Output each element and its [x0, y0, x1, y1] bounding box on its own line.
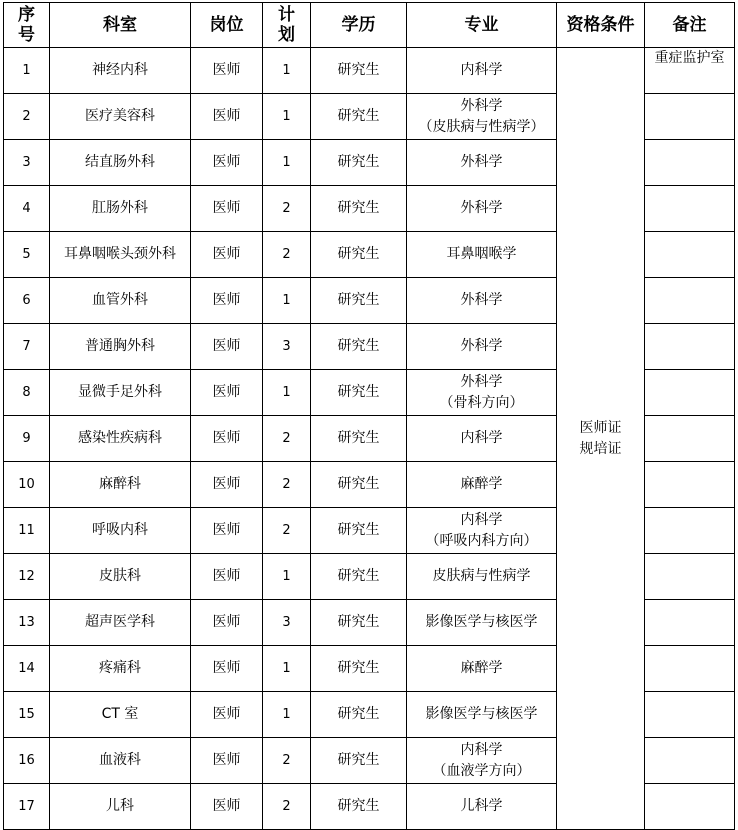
header-index-line: 序 [18, 5, 35, 25]
header-major: 专业 [407, 3, 557, 48]
cell-qualification-line: 规培证 [579, 440, 622, 457]
cell-index: 2 [4, 94, 50, 140]
cell-index: 9 [4, 416, 50, 462]
cell-major [407, 370, 557, 416]
cell-education: 研究生 [311, 508, 407, 554]
cell-position: 医师 [191, 370, 263, 416]
cell-department: 儿科 [50, 784, 191, 830]
header-note: 备注 [645, 3, 735, 48]
header-position: 岗位 [191, 3, 263, 48]
cell-major [407, 186, 557, 232]
cell-major-line: 内科学 [460, 511, 503, 528]
cell-position: 医师 [191, 186, 263, 232]
table-body [4, 48, 735, 830]
cell-department: 医疗美容科 [50, 94, 191, 140]
cell-note [645, 554, 735, 600]
cell-education: 研究生 [311, 600, 407, 646]
cell-education: 研究生 [311, 48, 407, 94]
cell-major-line: 外科学 [460, 292, 503, 308]
cell-major [407, 600, 557, 646]
cell-index: 15 [4, 692, 50, 738]
cell-major-line: 耳鼻咽喉学 [446, 246, 517, 262]
cell-major [407, 324, 557, 370]
cell-education: 研究生 [311, 416, 407, 462]
cell-major-line: 皮肤病与性病学 [432, 568, 531, 584]
cell-education: 研究生 [311, 692, 407, 738]
cell-department: 呼吸内科 [50, 508, 191, 554]
cell-department: 耳鼻咽喉头颈外科 [50, 232, 191, 278]
header-plan [263, 3, 311, 48]
cell-plan: 2 [263, 738, 311, 784]
cell-index: 4 [4, 186, 50, 232]
cell-index: 3 [4, 140, 50, 186]
cell-major [407, 646, 557, 692]
cell-department: 结直肠外科 [50, 140, 191, 186]
cell-plan: 2 [263, 462, 311, 508]
cell-plan: 1 [263, 94, 311, 140]
cell-major-line: 影像医学与核医学 [425, 706, 538, 722]
cell-major-line: 内科学 [460, 62, 503, 78]
cell-major-line: 内科学 [460, 430, 503, 446]
cell-major [407, 508, 557, 554]
cell-note: 重症监护室 [645, 48, 735, 94]
cell-position: 医师 [191, 232, 263, 278]
cell-note [645, 278, 735, 324]
cell-position: 医师 [191, 462, 263, 508]
cell-major [407, 784, 557, 830]
cell-major-line: （呼吸内科方向） [425, 532, 538, 549]
cell-position: 医师 [191, 140, 263, 186]
cell-plan: 1 [263, 692, 311, 738]
cell-plan: 3 [263, 324, 311, 370]
cell-department: 神经内科 [50, 48, 191, 94]
cell-index: 6 [4, 278, 50, 324]
header-department: 科室 [50, 3, 191, 48]
cell-plan: 2 [263, 232, 311, 278]
cell-department: 普通胸外科 [50, 324, 191, 370]
cell-department: 肛肠外科 [50, 186, 191, 232]
cell-education: 研究生 [311, 784, 407, 830]
cell-major-line: 外科学 [460, 97, 503, 114]
cell-plan: 2 [263, 416, 311, 462]
cell-position: 医师 [191, 48, 263, 94]
cell-education: 研究生 [311, 462, 407, 508]
cell-index: 8 [4, 370, 50, 416]
cell-plan: 1 [263, 140, 311, 186]
cell-major-line: 麻醉学 [460, 476, 503, 492]
cell-index: 5 [4, 232, 50, 278]
cell-major-line: 内科学 [460, 741, 503, 758]
cell-department: 血液科 [50, 738, 191, 784]
cell-department: 血管外科 [50, 278, 191, 324]
cell-major-line: 外科学 [460, 373, 503, 390]
cell-plan: 1 [263, 278, 311, 324]
cell-major-line: 影像医学与核医学 [425, 614, 538, 630]
cell-position: 医师 [191, 554, 263, 600]
cell-qualification [557, 48, 645, 830]
cell-index: 17 [4, 784, 50, 830]
cell-plan: 1 [263, 370, 311, 416]
cell-education: 研究生 [311, 232, 407, 278]
cell-note [645, 784, 735, 830]
cell-major [407, 462, 557, 508]
cell-position: 医师 [191, 416, 263, 462]
cell-plan: 1 [263, 48, 311, 94]
cell-department: CT 室 [50, 692, 191, 738]
header-education: 学历 [311, 3, 407, 48]
cell-major-line: （皮肤病与性病学） [418, 118, 545, 135]
cell-education: 研究生 [311, 370, 407, 416]
cell-major-line: 麻醉学 [460, 660, 503, 676]
table-row [4, 48, 735, 94]
cell-major [407, 232, 557, 278]
cell-position: 医师 [191, 278, 263, 324]
header-plan-line: 划 [278, 25, 295, 45]
cell-major [407, 738, 557, 784]
cell-department: 皮肤科 [50, 554, 191, 600]
cell-index: 14 [4, 646, 50, 692]
cell-position: 医师 [191, 784, 263, 830]
cell-note [645, 462, 735, 508]
cell-education: 研究生 [311, 646, 407, 692]
cell-index: 1 [4, 48, 50, 94]
header-plan-line: 计 [278, 5, 295, 25]
cell-department: 超声医学科 [50, 600, 191, 646]
cell-education: 研究生 [311, 738, 407, 784]
cell-plan: 2 [263, 784, 311, 830]
cell-major [407, 278, 557, 324]
cell-note [645, 600, 735, 646]
cell-major [407, 140, 557, 186]
cell-note [645, 324, 735, 370]
cell-index: 13 [4, 600, 50, 646]
cell-note [645, 140, 735, 186]
cell-education: 研究生 [311, 140, 407, 186]
cell-plan: 1 [263, 646, 311, 692]
cell-major-line: 外科学 [460, 200, 503, 216]
cell-position: 医师 [191, 646, 263, 692]
cell-note [645, 94, 735, 140]
cell-plan: 3 [263, 600, 311, 646]
cell-department: 感染性疾病科 [50, 416, 191, 462]
cell-major-line: 外科学 [460, 154, 503, 170]
cell-education: 研究生 [311, 554, 407, 600]
cell-plan: 1 [263, 554, 311, 600]
header-index [4, 3, 50, 48]
cell-index: 11 [4, 508, 50, 554]
cell-position: 医师 [191, 324, 263, 370]
cell-major [407, 48, 557, 94]
cell-education: 研究生 [311, 94, 407, 140]
cell-major-line: 儿科学 [460, 798, 503, 814]
cell-position: 医师 [191, 692, 263, 738]
cell-major-line: （骨科方向） [439, 394, 524, 411]
cell-index: 10 [4, 462, 50, 508]
cell-department: 显微手足外科 [50, 370, 191, 416]
header-index-line: 号 [18, 25, 35, 45]
cell-note [645, 416, 735, 462]
header-row [4, 3, 735, 48]
cell-note [645, 738, 735, 784]
cell-note [645, 186, 735, 232]
cell-position: 医师 [191, 94, 263, 140]
cell-education: 研究生 [311, 324, 407, 370]
recruitment-table [3, 2, 735, 830]
cell-plan: 2 [263, 186, 311, 232]
cell-major [407, 692, 557, 738]
cell-education: 研究生 [311, 278, 407, 324]
cell-major [407, 416, 557, 462]
cell-note [645, 232, 735, 278]
cell-note [645, 692, 735, 738]
cell-position: 医师 [191, 738, 263, 784]
cell-department: 麻醉科 [50, 462, 191, 508]
cell-department: 疼痛科 [50, 646, 191, 692]
cell-major-line: （血液学方向） [432, 762, 531, 779]
cell-major-line: 外科学 [460, 338, 503, 354]
cell-qualification-line: 医师证 [579, 419, 622, 436]
cell-index: 7 [4, 324, 50, 370]
cell-major [407, 94, 557, 140]
cell-education: 研究生 [311, 186, 407, 232]
cell-major [407, 554, 557, 600]
cell-plan: 2 [263, 508, 311, 554]
cell-position: 医师 [191, 508, 263, 554]
header-qualification: 资格条件 [557, 3, 645, 48]
cell-index: 12 [4, 554, 50, 600]
cell-position: 医师 [191, 600, 263, 646]
cell-note [645, 508, 735, 554]
cell-note [645, 646, 735, 692]
cell-index: 16 [4, 738, 50, 784]
cell-note [645, 370, 735, 416]
